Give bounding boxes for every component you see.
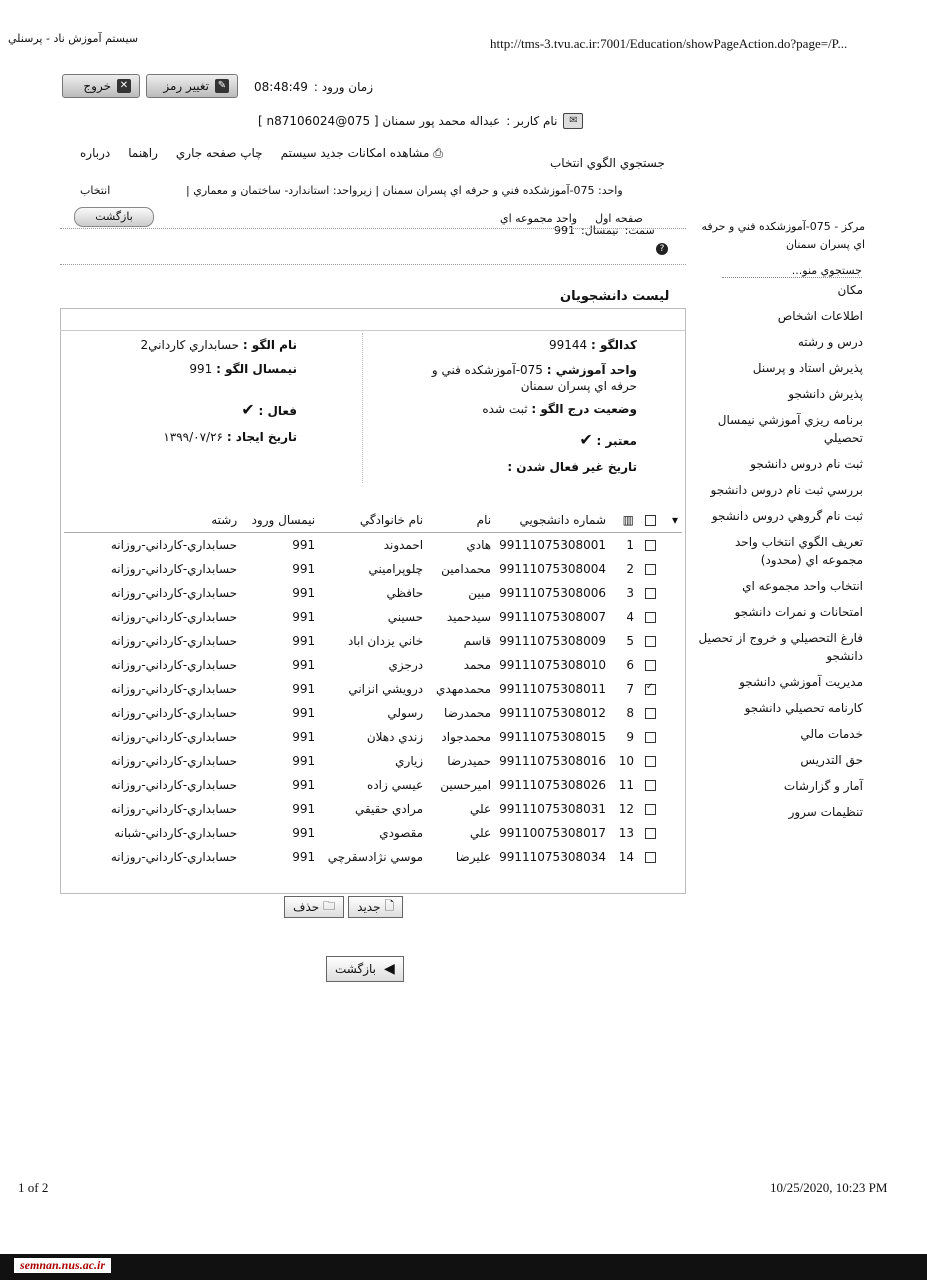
student-id-cell: 99111075308007 xyxy=(499,610,606,624)
checkbox-icon[interactable] xyxy=(645,828,656,839)
first-name-cell: محمد xyxy=(463,658,492,672)
major-cell: حسابداري-کارداني-روزانه xyxy=(110,562,238,576)
row-number: 7 xyxy=(626,682,634,696)
search-template-link[interactable]: جستجوي الگوي انتخاب xyxy=(550,156,665,170)
row-spacer xyxy=(660,605,682,629)
row-checkbox[interactable] xyxy=(638,773,660,797)
entry-term-cell: 991 xyxy=(292,730,316,744)
table-header-row xyxy=(64,508,682,533)
sidebar-item[interactable]: برنامه ريزي آموزشي نيمسال تحصيلي xyxy=(717,413,863,445)
col-student-id[interactable]: شماره دانشجويي xyxy=(495,508,610,533)
last-name-cell: زندي دهلان xyxy=(366,730,424,744)
student-id-cell: 99111075308034 xyxy=(499,850,606,864)
major-cell: حسابداري-کارداني-روزانه xyxy=(110,658,238,672)
position-term: سمت: نيمسال: 991 xyxy=(554,224,655,237)
row-checkbox[interactable] xyxy=(638,725,660,749)
row-checkbox[interactable] xyxy=(638,557,660,581)
student-id-cell: 99111075308026 xyxy=(499,778,606,792)
printer-icon: ⎙ xyxy=(433,146,443,160)
table-row[interactable] xyxy=(64,725,682,749)
last-name-cell: احمدوند xyxy=(383,538,424,552)
row-number: 12 xyxy=(618,802,634,816)
checkbox-icon[interactable] xyxy=(645,564,656,575)
major-cell: حسابداري-کارداني-روزانه xyxy=(110,682,238,696)
menu-search-input[interactable]: جستجوي منو... xyxy=(722,264,862,278)
major-cell: حسابداري-کارداني-روزانه xyxy=(110,610,238,624)
last-name-cell: حافظي xyxy=(386,586,424,600)
row-checkbox[interactable] xyxy=(638,749,660,773)
select-all-checkbox[interactable] xyxy=(638,508,660,533)
sidebar-item[interactable]: پذيرش دانشجو xyxy=(788,387,863,401)
entry-term-cell: 991 xyxy=(292,610,316,624)
col-entry-term[interactable]: نيمسال ورود xyxy=(241,508,319,533)
active-field: فعال : ✔ xyxy=(241,400,297,419)
section-title: ليست دانشجويان xyxy=(560,289,670,304)
about-link[interactable]: درباره xyxy=(80,146,111,160)
student-id-cell: 99111075308015 xyxy=(499,730,606,744)
first-name-cell: علي xyxy=(469,802,492,816)
table-row[interactable] xyxy=(64,677,682,701)
sidebar-item[interactable]: حق التدريس xyxy=(800,753,863,767)
row-spacer xyxy=(660,797,682,821)
major-cell: حسابداري-کارداني-روزانه xyxy=(110,850,238,864)
row-spacer xyxy=(660,677,682,701)
breadcrumb-page: واحد مجموعه اي xyxy=(500,212,578,225)
close-icon: ✕ xyxy=(117,79,131,93)
first-name-cell: علي xyxy=(469,826,492,840)
table-row[interactable] xyxy=(64,797,682,821)
row-checkbox[interactable] xyxy=(638,845,660,869)
table-actions xyxy=(284,896,403,918)
first-name-cell: سيدحميد xyxy=(446,610,492,624)
center-info: مرکز - 075-آموزشکده فني و حرفه اي پسران سمنان xyxy=(701,220,865,251)
help-icon[interactable]: ? xyxy=(656,243,668,255)
sidebar-menu xyxy=(693,281,863,829)
entry-term-cell: 991 xyxy=(292,562,316,576)
checkbox-icon[interactable] xyxy=(645,852,656,863)
arrow-left-icon: ◀ xyxy=(384,961,395,977)
created-date-field: تاريخ ايجاد : ۱۳۹۹/۰۷/۲۶ xyxy=(163,430,297,444)
row-spacer xyxy=(660,701,682,725)
divider xyxy=(60,228,686,229)
watermark: semnan.nus.ac.ir xyxy=(14,1258,111,1273)
sidebar-item[interactable]: تنظيمات سرور xyxy=(788,805,863,819)
row-checkbox[interactable] xyxy=(638,629,660,653)
major-cell: حسابداري-کارداني-روزانه xyxy=(110,778,238,792)
row-spacer xyxy=(660,773,682,797)
student-id-cell: 99111075308006 xyxy=(499,586,606,600)
table-row[interactable] xyxy=(64,557,682,581)
student-id-cell: 99111075308031 xyxy=(499,802,606,816)
last-name-cell: درجزي xyxy=(388,658,424,672)
sidebar-item[interactable]: انتخاب واحد مجموعه اي xyxy=(742,579,863,593)
row-checkbox[interactable] xyxy=(638,533,660,558)
page-url: http://tms-3.tvu.ac.ir:7001/Education/showPageAction.do?page=/P... xyxy=(490,36,848,51)
unit-field: واحد آموزشي : 075-آموزشکده فني و حرفه اي پسران سمنان xyxy=(431,363,637,393)
status-field: وضعيت درج الگو : ثبت شده xyxy=(482,402,637,416)
row-checkbox[interactable] xyxy=(638,821,660,845)
row-checkbox[interactable] xyxy=(638,677,660,701)
table-row[interactable] xyxy=(64,845,682,869)
inactive-date-field: تاريخ غير فعال شدن : xyxy=(507,460,637,474)
row-number: 2 xyxy=(626,562,634,576)
last-name-cell: عيسي زاده xyxy=(367,778,424,792)
folder-icon: 🗀 xyxy=(323,898,336,913)
row-spacer xyxy=(660,749,682,773)
page-count: 1 of 2 xyxy=(18,1180,49,1195)
check-icon: ✔ xyxy=(579,430,593,449)
sort-icon[interactable]: ▾ xyxy=(660,508,682,533)
row-checkbox[interactable] xyxy=(638,701,660,725)
breadcrumb-home[interactable]: صفحه اول xyxy=(595,212,643,225)
col-last-name[interactable]: نام خانوادگي xyxy=(319,508,427,533)
student-id-cell: 99111075308016 xyxy=(499,754,606,768)
select-link[interactable]: انتخاب xyxy=(80,184,111,197)
row-spacer xyxy=(660,629,682,653)
last-name-cell: خاني يزدان اباد xyxy=(347,634,424,648)
row-spacer xyxy=(660,821,682,845)
row-spacer xyxy=(660,533,682,558)
sidebar-item[interactable]: مديريت آموزشي دانشجو xyxy=(739,675,863,689)
entry-term-cell: 991 xyxy=(292,658,316,672)
entry-term-cell: 991 xyxy=(292,826,316,840)
row-number: 14 xyxy=(618,850,634,864)
help-link[interactable]: راهنما xyxy=(128,146,158,160)
back-top-button[interactable]: بازگشت xyxy=(74,207,154,227)
checkbox-icon[interactable] xyxy=(645,804,656,815)
change-password-button[interactable]: ✎ تغيير رمز xyxy=(146,74,238,98)
panel-col-divider xyxy=(362,333,363,483)
sidebar-item[interactable]: تعريف الگوي انتخاب واحد مجموعه اي (محدود) xyxy=(734,535,863,567)
checkbox-icon[interactable] xyxy=(645,636,656,647)
login-time: زمان ورود : 08:48:49 xyxy=(254,80,373,94)
checkbox-icon[interactable] xyxy=(645,612,656,623)
row-spacer xyxy=(660,557,682,581)
new-button[interactable]: 🗋 جديد xyxy=(348,896,403,918)
top-menu xyxy=(80,146,443,161)
student-id-cell: 99111075308011 xyxy=(499,682,606,696)
checkbox-icon[interactable] xyxy=(645,540,656,551)
row-checkbox[interactable] xyxy=(638,581,660,605)
row-spacer xyxy=(660,845,682,869)
student-id-cell: 99111075308012 xyxy=(499,706,606,720)
divider xyxy=(60,264,686,265)
entry-term-cell: 991 xyxy=(292,538,316,552)
table-row[interactable] xyxy=(64,653,682,677)
entry-term-cell: 991 xyxy=(292,634,316,648)
sidebar-item[interactable]: ثبت نام دروس دانشجو xyxy=(750,457,863,471)
sidebar-item[interactable]: پذيرش استاد و پرسنل xyxy=(752,361,863,375)
entry-term-cell: 991 xyxy=(292,682,316,696)
valid-field: معتبر : ✔ xyxy=(579,430,637,449)
major-cell: حسابداري-کارداني-روزانه xyxy=(110,802,238,816)
last-name-cell: مرادي حقيقي xyxy=(354,802,424,816)
major-cell: حسابداري-کارداني-شبانه xyxy=(114,826,238,840)
row-number: 8 xyxy=(626,706,634,720)
row-number: 1 xyxy=(626,538,634,552)
first-name-cell: حميدرضا xyxy=(447,754,492,768)
first-name-cell: محمدامين xyxy=(441,562,492,576)
first-name-cell: محمدمهدي xyxy=(436,682,492,696)
sidebar-item[interactable]: امتحانات و نمرات دانشجو xyxy=(734,605,863,619)
student-id-cell: 99110075308017 xyxy=(499,826,606,840)
checkbox-icon[interactable] xyxy=(645,684,656,695)
row-checkbox[interactable] xyxy=(638,605,660,629)
students-table xyxy=(64,508,682,869)
checkbox-icon[interactable] xyxy=(645,660,656,671)
entry-term-cell: 991 xyxy=(292,586,316,600)
new-features-link[interactable]: ⎙ مشاهده امکانات جديد سيستم xyxy=(280,146,443,160)
last-name-cell: رسولي xyxy=(387,706,424,720)
major-cell: حسابداري-کارداني-روزانه xyxy=(110,586,238,600)
student-id-cell: 99111075308010 xyxy=(499,658,606,672)
sidebar-item[interactable]: بررسي ثبت نام دروس دانشجو xyxy=(710,483,863,497)
sidebar-item[interactable]: مکان xyxy=(837,283,863,297)
major-cell: حسابداري-کارداني-روزانه xyxy=(110,706,238,720)
table-row[interactable] xyxy=(64,749,682,773)
bottom-strip xyxy=(0,1254,927,1280)
last-name-cell: درويشي انزاني xyxy=(348,682,424,696)
major-cell: حسابداري-کارداني-روزانه xyxy=(110,754,238,768)
last-name-cell: حسيني xyxy=(387,610,424,624)
back-button[interactable]: ◀ بازگشت xyxy=(326,956,404,982)
check-icon: ✔ xyxy=(241,400,255,419)
row-checkbox[interactable] xyxy=(638,797,660,821)
major-cell: حسابداري-کارداني-روزانه xyxy=(110,538,238,552)
tab-title: سيستم آموزش ناد - پرسنلي xyxy=(8,32,139,45)
last-name-cell: زياري xyxy=(395,754,424,768)
first-name-cell: محمدجواد xyxy=(441,730,492,744)
sidebar-item[interactable]: خدمات مالي xyxy=(800,727,863,741)
sidebar-item[interactable]: درس و رشته xyxy=(797,335,863,349)
row-spacer xyxy=(660,653,682,677)
first-name-cell: عليرضا xyxy=(455,850,492,864)
major-cell: حسابداري-کارداني-روزانه xyxy=(110,634,238,648)
entry-term-cell: 991 xyxy=(292,754,316,768)
first-name-cell: اميرحسين xyxy=(440,778,492,792)
entry-term-cell: 991 xyxy=(292,778,316,792)
sidebar-item[interactable]: فارغ التحصيلي و خروج از تحصيل دانشجو xyxy=(698,631,863,663)
checkbox-icon[interactable] xyxy=(645,588,656,599)
table-row[interactable] xyxy=(64,581,682,605)
row-number: 11 xyxy=(618,778,634,792)
checkbox-icon[interactable] xyxy=(645,756,656,767)
table-row[interactable] xyxy=(64,605,682,629)
panel-divider xyxy=(60,330,686,331)
row-number: 6 xyxy=(626,658,634,672)
user-info: ✉ نام کاربر : عبداله محمد پور سمنان [ 075@n87106024 ] xyxy=(258,113,583,129)
row-number: 9 xyxy=(626,730,634,744)
entry-term-cell: 991 xyxy=(292,850,316,864)
student-id-cell: 99111075308009 xyxy=(499,634,606,648)
table-row[interactable] xyxy=(64,533,682,558)
edit-icon: ✎ xyxy=(215,79,229,93)
first-name-cell: قاسم xyxy=(463,634,492,648)
checkbox-icon[interactable] xyxy=(645,732,656,743)
row-number: 13 xyxy=(618,826,634,840)
col-first-name[interactable]: نام xyxy=(427,508,495,533)
name-field: نام الگو : حسابداري کارداني2 xyxy=(140,338,297,352)
row-number: 5 xyxy=(626,634,634,648)
row-number: 3 xyxy=(626,586,634,600)
print-link[interactable]: چاپ صفحه جاري xyxy=(175,146,263,160)
row-checkbox[interactable] xyxy=(638,653,660,677)
row-spacer xyxy=(660,725,682,749)
print-datetime: 10/25/2020, 10:23 PM xyxy=(770,1180,888,1195)
entry-term-cell: 991 xyxy=(292,802,316,816)
first-name-cell: هادي xyxy=(466,538,492,552)
table-row[interactable] xyxy=(64,773,682,797)
sidebar-item[interactable]: اطلاعات اشخاص xyxy=(777,309,863,323)
col-major[interactable]: رشته xyxy=(64,508,241,533)
term-field: نيمسال الگو : 991 xyxy=(189,362,297,376)
unit-line: واحد: 075-آموزشکده فني و حرفه اي پسران سمنان | زيرواحد: استاندارد- ساختمان و معماري | xyxy=(186,184,623,197)
last-name-cell: مقصودي xyxy=(379,826,424,840)
entry-term-cell: 991 xyxy=(292,706,316,720)
major-cell: حسابداري-کارداني-روزانه xyxy=(110,730,238,744)
row-number: 10 xyxy=(618,754,634,768)
sidebar-item[interactable]: آمار و گزارشات xyxy=(783,779,863,793)
last-name-cell: چلوپراميني xyxy=(368,562,424,576)
checkbox-icon[interactable] xyxy=(645,780,656,791)
table-row[interactable] xyxy=(64,701,682,725)
columns-icon[interactable]: ▥ xyxy=(610,508,638,533)
student-id-cell: 99111075308004 xyxy=(499,562,606,576)
sidebar-item[interactable]: کارنامه تحصيلي دانشجو xyxy=(744,701,863,715)
code-field: کدالگو : 99144 xyxy=(548,338,637,352)
row-number: 4 xyxy=(626,610,634,624)
row-spacer xyxy=(660,581,682,605)
checkbox-icon[interactable] xyxy=(645,708,656,719)
first-name-cell: محمدرضا xyxy=(444,706,492,720)
delete-button[interactable]: 🗀 حذف xyxy=(284,896,344,918)
mail-icon[interactable]: ✉ xyxy=(563,113,583,129)
table-row[interactable] xyxy=(64,821,682,845)
new-icon: 🗋 xyxy=(384,898,395,913)
sidebar-item[interactable]: ثبت نام گروهي دروس دانشجو xyxy=(711,509,863,523)
student-id-cell: 99111075308001 xyxy=(499,538,606,552)
logout-button[interactable]: ✕ خروج xyxy=(62,74,140,98)
first-name-cell: مبين xyxy=(468,586,492,600)
table-row[interactable] xyxy=(64,629,682,653)
last-name-cell: موسي نژادسقرچي xyxy=(327,850,424,864)
